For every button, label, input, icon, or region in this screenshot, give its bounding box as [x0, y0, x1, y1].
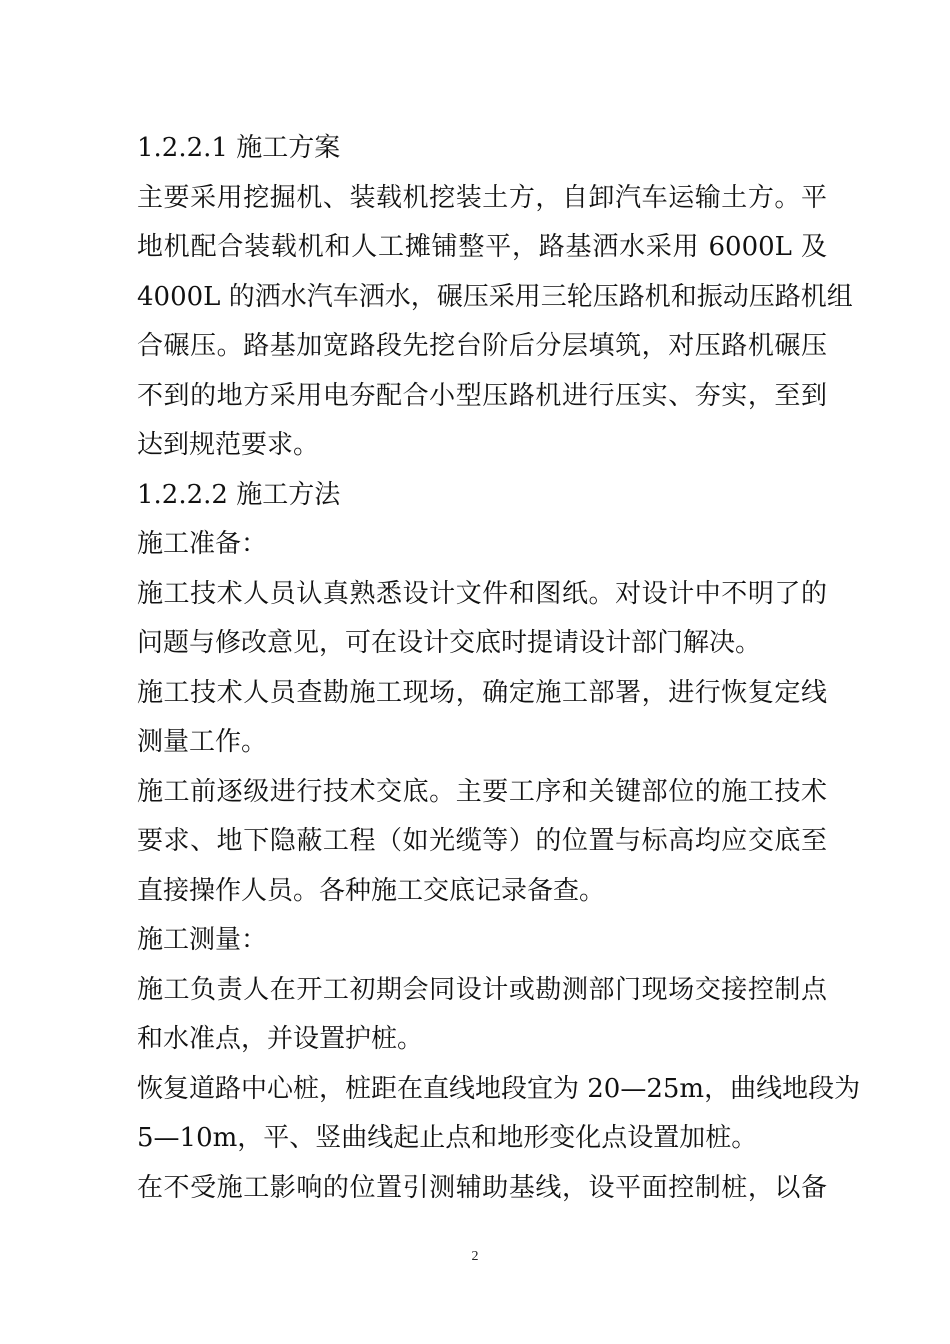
- section-heading-1-2-2-1: 1.2.2.1 施工方案: [137, 133, 341, 163]
- section-heading-1-2-2-2: 1.2.2.2 施工方法: [137, 480, 341, 510]
- paragraph-line: 施工前逐级进行技术交底。主要工序和关键部位的施工技术: [137, 777, 827, 807]
- paragraph-line: 测量工作。: [137, 727, 268, 757]
- paragraph-line: 5—10m，平、竖曲线起止点和地形变化点设置加桩。: [137, 1123, 758, 1153]
- paragraph-line: 恢复道路中心桩，桩距在直线地段宜为 20—25m，曲线地段为: [137, 1074, 861, 1104]
- subsection-label-survey: 施工测量：: [137, 925, 268, 955]
- paragraph-line: 达到规范要求。: [137, 430, 320, 460]
- paragraph-line: 4000L 的洒水汽车洒水，碾压采用三轮压路机和振动压路机组: [137, 282, 853, 312]
- paragraph-line: 直接操作人员。各种施工交底记录备查。: [137, 876, 606, 906]
- paragraph-line: 和水准点，并设置护桩。: [137, 1024, 424, 1054]
- paragraph-line: 要求、地下隐蔽工程（如光缆等）的位置与标高均应交底至: [137, 826, 827, 856]
- paragraph-line: 在不受施工影响的位置引测辅助基线，设平面控制桩，以备: [137, 1173, 827, 1203]
- paragraph-line: 主要采用挖掘机、装载机挖装土方，自卸汽车运输土方。平: [137, 183, 827, 213]
- paragraph-line: 地机配合装载机和人工摊铺整平，路基洒水采用 6000L 及: [137, 232, 827, 262]
- page-number: 2: [471, 1249, 479, 1264]
- paragraph-line: 施工负责人在开工初期会同设计或勘测部门现场交接控制点: [137, 975, 827, 1005]
- paragraph-line: 问题与修改意见，可在设计交底时提请设计部门解决。: [137, 628, 762, 658]
- paragraph-line: 不到的地方采用电夯配合小型压路机进行压实、夯实，至到: [137, 381, 827, 411]
- paragraph-line: 施工技术人员查勘施工现场，确定施工部署，进行恢复定线: [137, 678, 827, 708]
- paragraph-line: 合碾压。路基加宽路段先挖台阶后分层填筑，对压路机碾压: [137, 331, 827, 361]
- paragraph-line: 施工技术人员认真熟悉设计文件和图纸。对设计中不明了的: [137, 579, 827, 609]
- subsection-label-preparation: 施工准备：: [137, 529, 268, 559]
